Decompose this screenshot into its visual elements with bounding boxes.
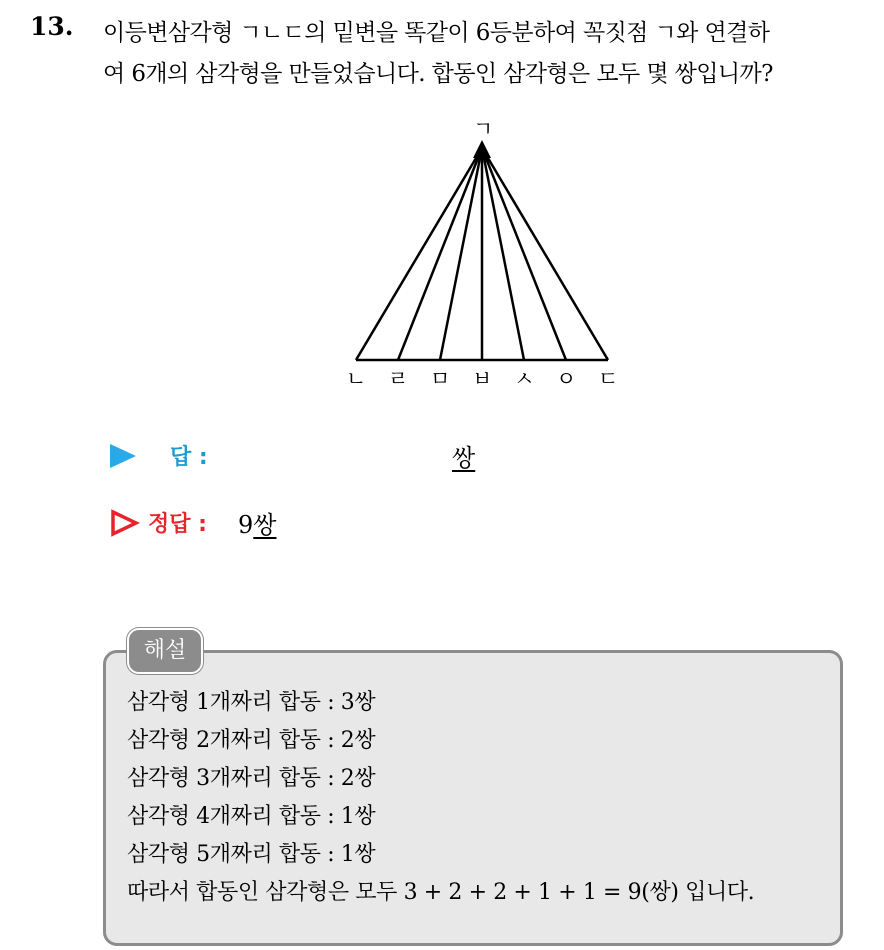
division-line — [398, 148, 482, 360]
question-text-line-2: 여 6개의 삼각형을 만들었습니다. 합동인 삼각형은 모두 몇 쌍입니까? — [103, 61, 773, 87]
division-line — [482, 148, 566, 360]
base-point-label: ㅇ — [556, 367, 577, 391]
base-point-label: ㄹ — [388, 367, 409, 391]
answer-label: 답 : — [170, 445, 208, 470]
explanation-conclusion: 따라서 합동인 삼각형은 모두 3 + 2 + 2 + 1 + 1 = 9(쌍) 입니다. — [127, 880, 755, 905]
base-point-label: ㅂ — [472, 367, 493, 391]
triangle-diagram — [330, 110, 640, 400]
correct-answer-unit: 쌍 — [253, 511, 277, 539]
correct-answer-value — [238, 505, 276, 540]
filled-play-icon — [110, 444, 136, 468]
explanation-line: 삼각형 3개짜리 합동 : 2쌍 — [127, 766, 376, 791]
division-line — [482, 148, 524, 360]
question-number: 13. — [30, 12, 74, 41]
base-point-label: ㄴ — [346, 367, 367, 391]
triangle-side — [482, 148, 608, 360]
explanation-line: 삼각형 2개짜리 합동 : 2쌍 — [127, 728, 376, 753]
base-point-label: ㄷ — [598, 367, 619, 391]
explanation-lines — [127, 684, 837, 912]
answer-unit: 쌍 — [452, 444, 476, 472]
explanation-tab: 해설 — [127, 628, 203, 674]
outline-play-icon — [110, 509, 140, 537]
explanation-line: 삼각형 4개짜리 합동 : 1쌍 — [127, 804, 376, 829]
base-point-label: ㅁ — [430, 367, 451, 391]
correct-answer-row — [110, 503, 710, 543]
triangle-side — [356, 148, 482, 360]
base-point-label: ㅅ — [514, 367, 535, 391]
triangle-figure — [330, 110, 640, 400]
correct-answer-label: 정답 : — [148, 512, 207, 537]
apex-marker — [473, 140, 491, 158]
answer-row — [110, 436, 710, 476]
explanation-line: 삼각형 5개짜리 합동 : 1쌍 — [127, 842, 376, 867]
correct-answer-number: 9 — [238, 511, 254, 539]
question-text-line-1: 이등변삼각형 ㄱㄴㄷ의 밑변을 똑같이 6등분하여 꼭짓점 ㄱ와 연결하 — [103, 20, 770, 46]
explanation-line: 삼각형 1개짜리 합동 : 3쌍 — [127, 690, 376, 715]
apex-label: ㄱ — [473, 117, 494, 141]
division-line — [440, 148, 482, 360]
